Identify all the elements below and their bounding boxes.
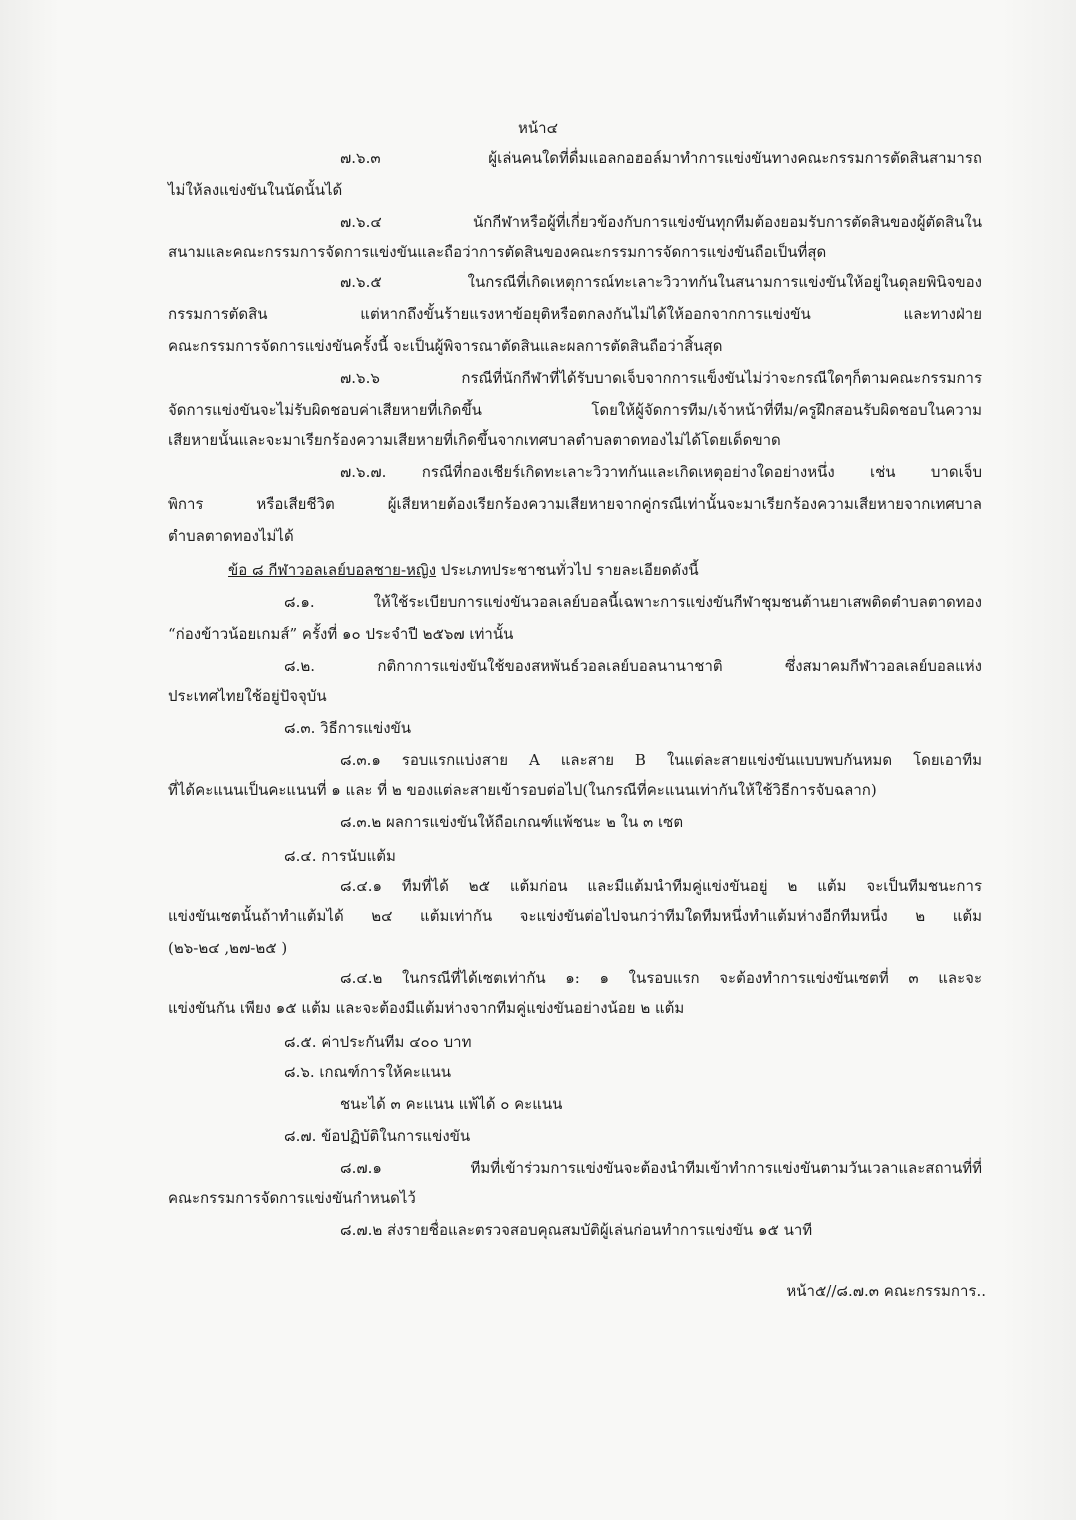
text-line: คณะกรรมการจัดการแข่งขันกำหนดไว้ <box>168 1189 416 1207</box>
text-line: ๘.๗. ข้อปฏิบัติในการแข่งขัน <box>284 1127 471 1145</box>
text-line: แข่งขันกัน เพียง ๑๕ แต้ม และจะต้องมีแต้มห่างจากทีมคู่แข่งขันอย่างน้อย ๒ แต้ม <box>168 999 685 1017</box>
text-line: แข่งขันเซตนั้นถ้าทำแต้มได้ ๒๔ แต้มเท่ากัน จะแข่งขันต่อไปจนกว่าทีมใดทีมหนึ่งทำแต้มห่างอีกทีมหนึ่ง ๒ แต้ม <box>168 907 982 925</box>
text-line: สนามและคณะกรรมการจัดการแข่งขันและถือว่าการตัดสินของคณะกรรมการจัดการแข่งขันถือเป็นที่สุด <box>168 243 827 261</box>
text-line: ๘.๖. เกณฑ์การให้คะแนน <box>284 1063 452 1081</box>
text-line <box>228 560 699 580</box>
text-line: “ก่องข้าวน้อยเกมส์” ครั้งที่ ๑๐ ประจำปี ๒๕๖๗ เท่านั้น <box>168 625 514 643</box>
text-line: ประเทศไทยใช้อยู่ปัจจุบัน <box>168 687 327 705</box>
text-line: ๘.๑. ให้ใช้ระเบียบการแข่งขันวอลเลย์บอลนี้เฉพาะการแข่งขันกีฬาชุมชนต้านยาเสพติดตำบลตาดทอง <box>284 593 982 611</box>
text-line: ๗.๖.๕ ในกรณีที่เกิดเหตุการณ์ทะเลาะวิวาทกันในสนามการแข่งขันให้อยู่ในดุลยพินิจของ <box>340 273 982 291</box>
text-line: จัดการแข่งขันจะไม่รับผิดชอบค่าเสียหายที่เกิดขึ้น โดยให้ผู้จัดการทีม/เจ้าหน้าที่ทีม/ครูฝึกสอนรับผิดชอบในความ <box>168 401 982 419</box>
text-line: ๘.๔.๑ ทีมที่ได้ ๒๕ แต้มก่อน และมีแต้มนำทีมคู่แข่งขันอยู่ ๒ แต้ม จะเป็นทีมชนะการ <box>340 877 982 895</box>
text-line: ๘.๗.๑ ทีมที่เข้าร่วมการแข่งขันจะต้องนำทีมเข้าทำการแข่งขันตามวันเวลาและสถานที่ที่ <box>340 1159 982 1177</box>
text-line: พิการ หรือเสียชีวิต ผู้เสียหายต้องเรียกร้องความเสียหายจากคู่กรณีเท่านั้นจะมาเรียกร้องความเสียหายจากเทศบาล <box>168 495 982 513</box>
text-line: ๘.๓. วิธีการแข่งขัน <box>284 719 412 737</box>
text-line: ตำบลตาดทองไม่ได้ <box>168 527 294 545</box>
section-heading: ข้อ ๘ กีฬาวอลเลย์บอลชาย-หญิง <box>228 561 437 579</box>
continuation-footer: หน้า๕//๘.๗.๓ คณะกรรมการ.. <box>786 1282 986 1300</box>
text-line: ๗.๖.๖ กรณีที่นักกีฬาที่ได้รับบาดเจ็บจากการแข็งขันไม่ว่าจะกรณีใดๆก็ตามคณะกรรมการ <box>340 369 982 387</box>
text-line: ๘.๔. การนับแต้ม <box>284 847 396 865</box>
text-line: คณะกรรมการจัดการแข่งขันครั้งนี้ จะเป็นผู้พิจารณาตัดสินและผลการตัดสินถือว่าสิ้นสุด <box>168 337 723 355</box>
page-number-header: หน้า๔ <box>518 119 558 137</box>
text-line: ที่ได้คะแนนเป็นคะแนนที่ ๑ และ ที่ ๒ ของแต่ละสายเข้ารอบต่อไป(ในกรณีที่คะแนนเท่ากันให้ใช้วิธีการจับฉลาก) <box>168 781 877 799</box>
text-line: ไม่ให้ลงแข่งขันในนัดนั้นได้ <box>168 181 343 199</box>
text-line: ๘.๕. ค่าประกันทีม ๔๐๐ บาท <box>284 1033 472 1051</box>
text-line: ๗.๖.๔ นักกีฬาหรือผู้ที่เกี่ยวข้องกับการแข่งขันทุกทีมต้องยอมรับการตัดสินของผู้ตัดสินใน <box>340 213 982 231</box>
text-line: ๗.๖.๗. กรณีที่กองเชียร์เกิดทะเลาะวิวาทกันและเกิดเหตุอย่างใดอย่างหนึ่ง เช่น บาดเจ็บ <box>340 463 982 481</box>
text-line: ๘.๗.๒ ส่งรายชื่อและตรวจสอบคุณสมบัติผู้เล่นก่อนทำการแข่งขัน ๑๕ นาที <box>340 1221 813 1239</box>
text-line: ๘.๒. กติกาการแข่งขันใช้ของสหพันธ์วอลเลย์บอลนานาชาติ ซึ่งสมาคมกีฬาวอลเลย์บอลแห่ง <box>284 657 982 675</box>
text-line: เสียหายนั้นและจะมาเรียกร้องความเสียหายที่เกิดขึ้นจากเทศบาลตำบลตาดทองไม่ได้โดยเด็ดขาด <box>168 431 781 449</box>
text-line: กรรมการตัดสิน แต่หากถึงขั้นร้ายแรงหาข้อยุติหรือตกลงกันไม่ได้ให้ออกจากการแข่งขัน และทางฝ่าย <box>168 305 982 323</box>
text-line: ๘.๔.๒ ในกรณีที่ได้เซตเท่ากัน ๑: ๑ ในรอบแรก จะต้องทำการแข่งขันเซตที่ ๓ และจะ <box>340 969 982 987</box>
text-line: ๗.๖.๓ ผู้เล่นคนใดที่ดื่มแอลกอฮอล์มาทำการแข่งขันทางคณะกรรมการตัดสินสามารถ <box>340 149 982 167</box>
section-heading-detail: ประเภทประชาชนทั่วไป รายละเอียดดังนี้ <box>436 561 699 579</box>
text-line: ๘.๓.๑ รอบแรกแบ่งสาย A และสาย B ในแต่ละสายแข่งขันแบบพบกันหมด โดยเอาทีม <box>340 751 982 769</box>
text-line: ชนะได้ ๓ คะแนน แพ้ได้ ๐ คะแนน <box>340 1095 563 1113</box>
text-line: (๒๖-๒๔ ,๒๗-๒๕ ) <box>168 939 288 957</box>
text-line: ๘.๓.๒ ผลการแข่งขันให้ถือเกณฑ์แพ้ชนะ ๒ ใน ๓ เซต <box>340 813 684 831</box>
